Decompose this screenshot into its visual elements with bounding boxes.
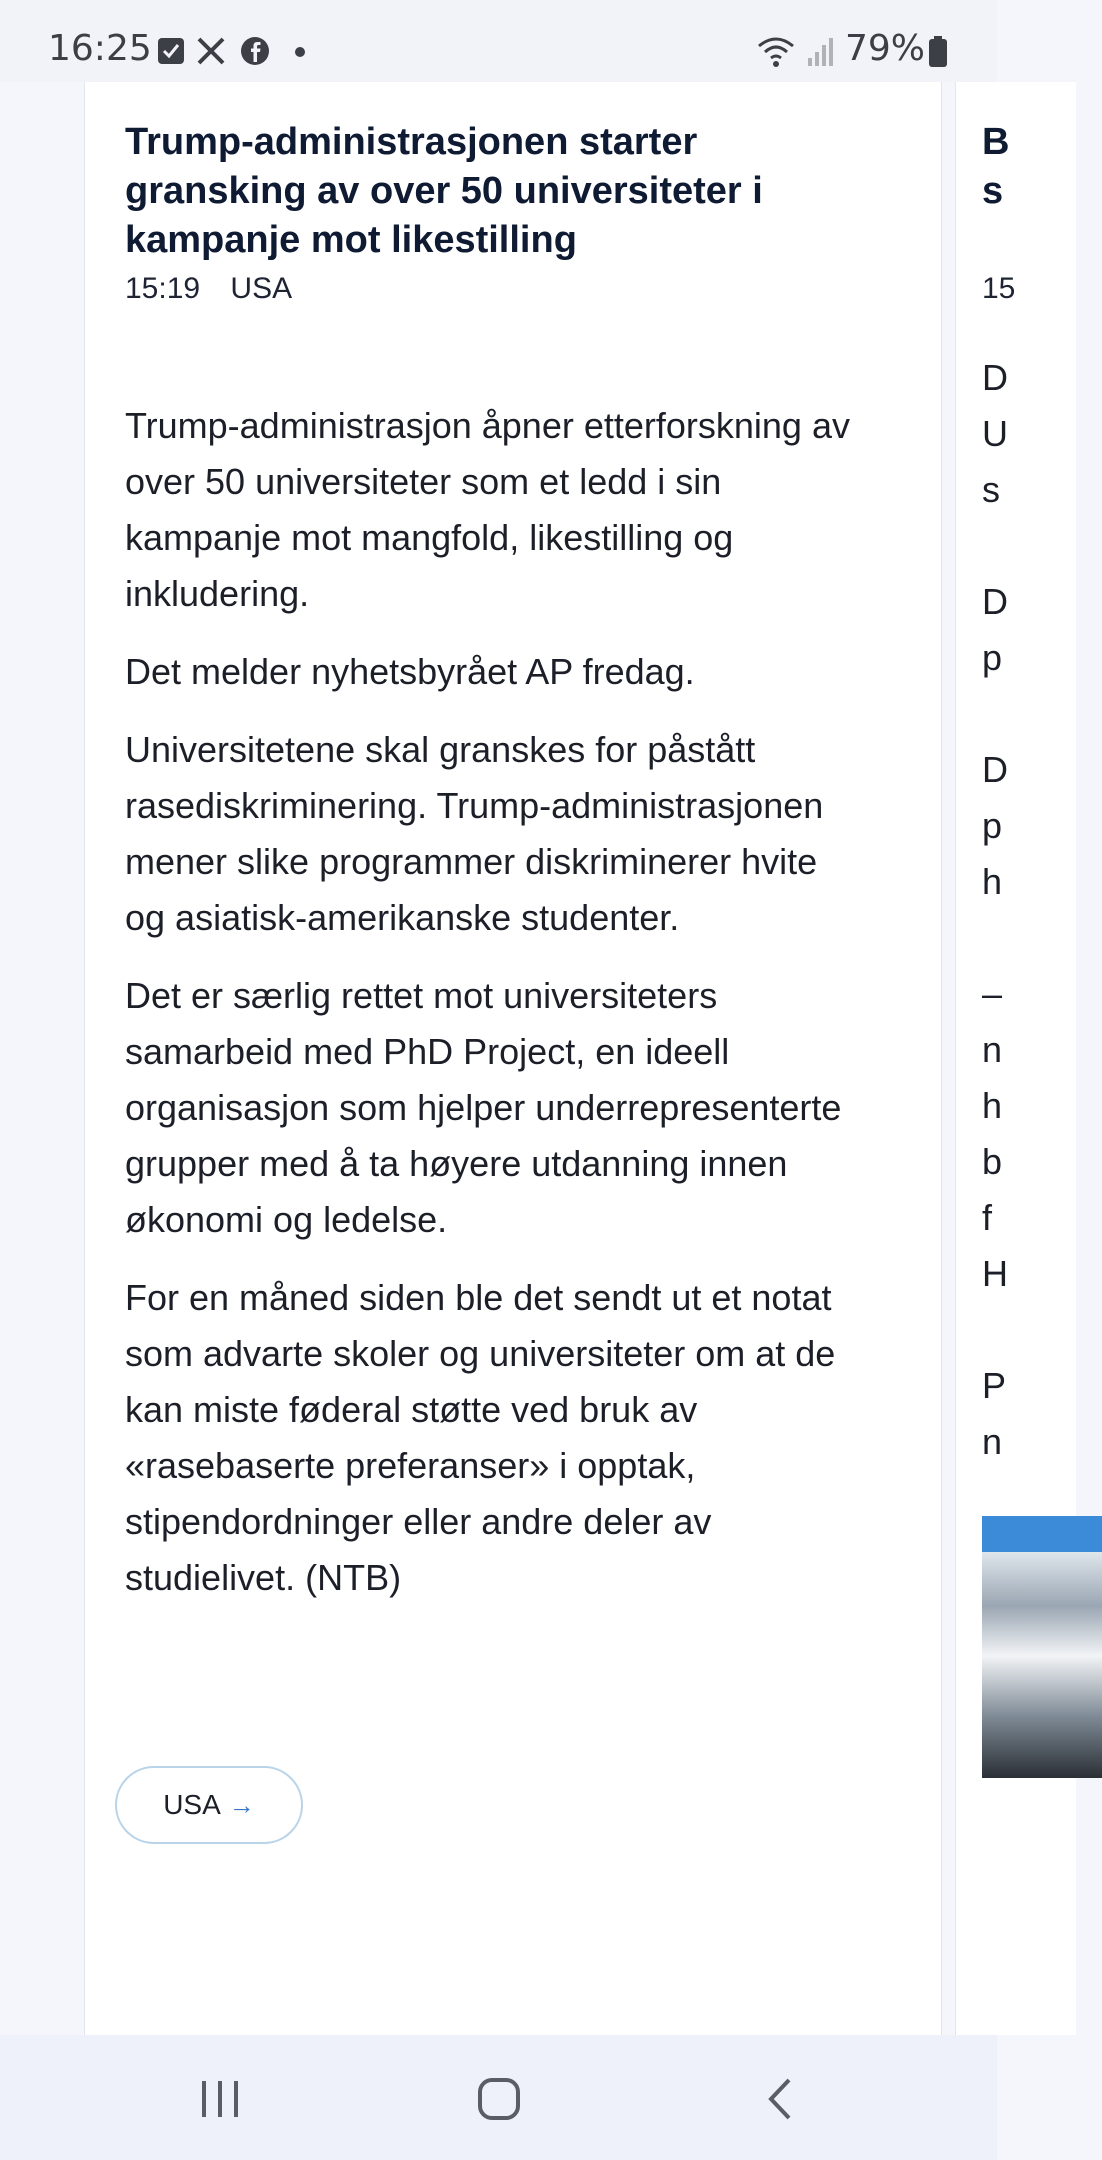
next-article-meta: 15 (982, 272, 1016, 305)
battery-percentage: 79% (844, 28, 925, 69)
battery-icon (928, 36, 948, 68)
wifi-icon (756, 34, 796, 68)
next-body-line (982, 910, 1008, 966)
article-paragraph: Trump-administrasjon åpner etterforskning av over 50 universiteter som et ledd i sin kampanje mot mangfold, likestilling og inkludering. (125, 405, 850, 614)
article-paragraph: For en måned siden ble det sendt ut et notat som advarte skoler og universiteter om at de kan miste føderal støtte ved bruk av «rasebaserte preferanser» i opptak, stipendordninger eller andre deler av studielivet. (NTB) (125, 1277, 836, 1598)
next-body-line: h (982, 1085, 1003, 1126)
next-body-line (982, 686, 1008, 742)
next-body-line: U (982, 413, 1008, 454)
next-body-line (982, 1302, 1008, 1358)
next-body-line: b (982, 1141, 1003, 1182)
status-bar (0, 0, 997, 82)
article-paragraph: Det er særlig rettet mot universiteters samarbeid med PhD Project, en ideell organisasjon som hjelper underrepresenterte grupper med å ta høyere utdanning innen økonomi og ledelse. (125, 975, 842, 1240)
home-icon (477, 2077, 521, 2121)
navigation-bar (0, 2035, 997, 2160)
arrow-right-icon: → (228, 1789, 255, 1820)
back-button[interactable] (740, 2059, 820, 2139)
next-body-line: p (982, 637, 1003, 678)
next-body-line: P (982, 1365, 1007, 1406)
next-body-line (982, 518, 1008, 574)
next-title-line: B (982, 121, 1010, 163)
article-card[interactable] (84, 82, 942, 2035)
dot-icon (288, 36, 318, 66)
article-body (125, 398, 865, 1628)
next-article-body (982, 350, 1008, 1638)
next-body-line: D (982, 581, 1008, 622)
article-category: USA (230, 272, 293, 305)
usa-tag-button[interactable] (115, 1766, 303, 1844)
status-time: 16:25 (48, 28, 152, 69)
next-article-card[interactable] (955, 82, 1076, 2035)
article-meta (125, 272, 314, 306)
home-button[interactable] (459, 2059, 539, 2139)
tag-label: USA (163, 1789, 221, 1820)
next-body-line: p (982, 805, 1003, 846)
next-body-line: n (982, 1029, 1003, 1070)
recent-apps-icon (198, 2079, 242, 2119)
facebook-icon (240, 36, 270, 66)
recent-apps-button[interactable] (180, 2059, 260, 2139)
signal-icon (806, 34, 836, 66)
next-body-line: f (982, 1197, 993, 1238)
article-title: Trump-administrasjonen starter gransking av over 50 universiteter i kampanje mot likestilling (125, 121, 763, 261)
back-icon (765, 2077, 795, 2121)
article-paragraph: Universitetene skal granskes for påstått rasediskriminering. Trump-administrasjonen mener slike programmer diskriminerer hvite og asiatisk-amerikanske studenter. (125, 729, 824, 938)
next-article-title (982, 118, 1009, 216)
article-paragraph: Det melder nyhetsbyrået AP fredag. (125, 651, 695, 692)
next-body-line: – (982, 973, 1003, 1014)
next-title-line: s (982, 170, 1004, 212)
next-body-line: H (982, 1253, 1008, 1294)
x-icon (196, 36, 226, 66)
next-body-line: n (982, 1421, 1003, 1462)
next-body-line: D (982, 749, 1008, 790)
content-area (0, 82, 1016, 2035)
article-time: 15:19 (125, 272, 201, 305)
next-body-line: h (982, 861, 1003, 902)
next-body-line: s (982, 469, 1000, 510)
next-body-line: D (982, 357, 1008, 398)
checkbox-icon (156, 36, 186, 66)
next-article-image (982, 1516, 1102, 1778)
